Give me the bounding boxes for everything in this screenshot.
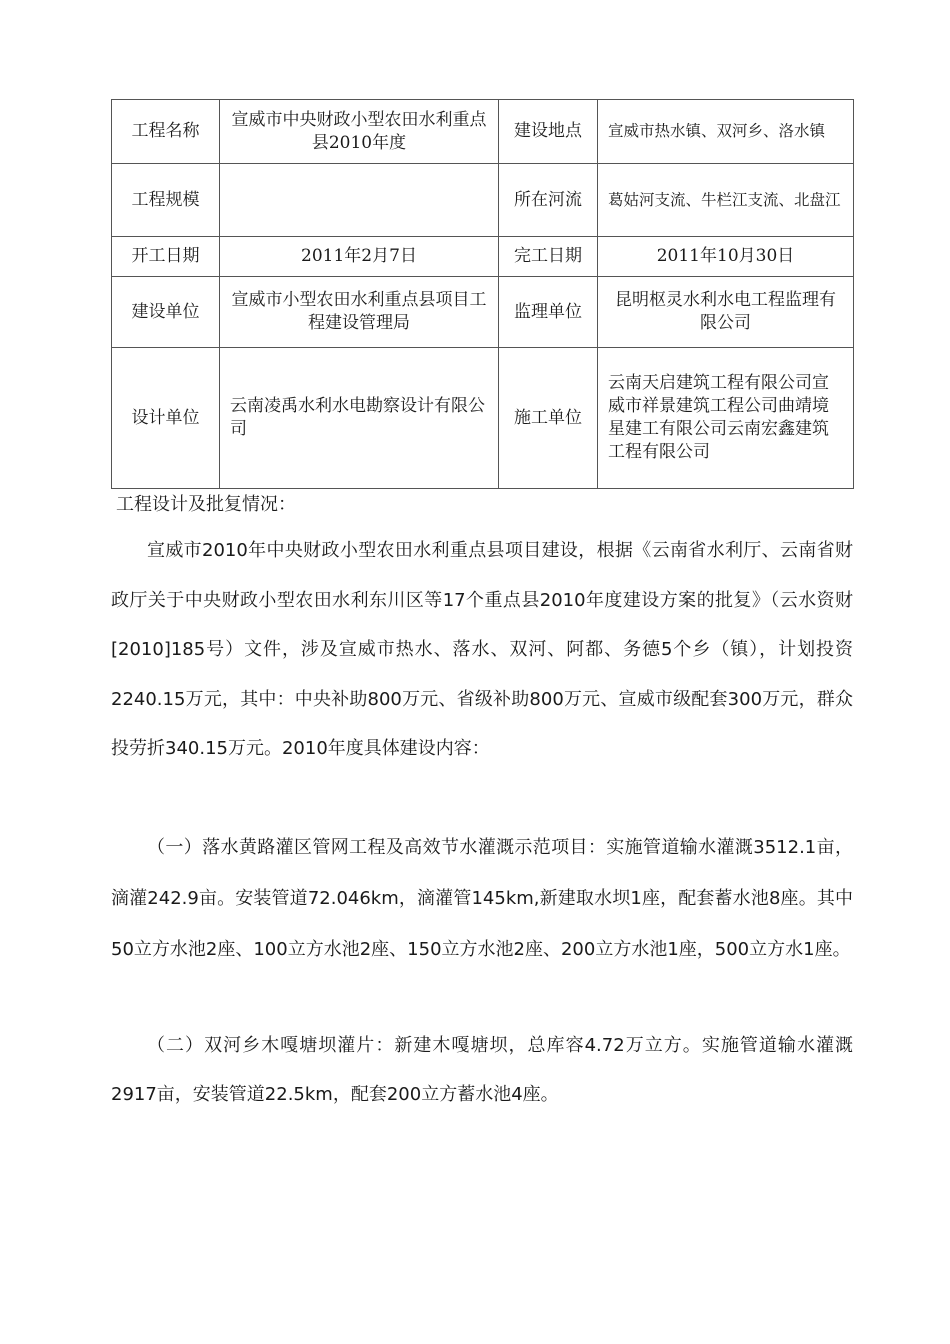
table-value-supervisor: 昆明枢灵水利水电工程监理有限公司 <box>598 277 854 348</box>
body-paragraph-luoshui <box>111 822 853 975</box>
table-label-contractor: 施工单位 <box>499 348 598 489</box>
table-label-start-date: 开工日期 <box>112 237 220 277</box>
table-label-builder: 建设单位 <box>112 277 220 348</box>
table-label-river: 所在河流 <box>499 164 598 237</box>
project-info-table <box>111 99 854 489</box>
table-label-scale: 工程规模 <box>112 164 220 237</box>
table-value-start-date: 2011年2月7日 <box>220 237 499 277</box>
table-label-end-date: 完工日期 <box>499 237 598 277</box>
table-value-project-name: 宣威市中央财政小型农田水利重点县2010年度 <box>220 100 499 164</box>
table-label-location: 建设地点 <box>499 100 598 164</box>
table-row <box>112 348 854 489</box>
table-label-supervisor: 监理单位 <box>499 277 598 348</box>
paragraph-text: （二）双河乡木嘎塘坝灌片：新建木嘎塘坝，总库容4.72万立方。实施管道输水灌溉2917亩，安装管道22.5km，配套200立方蓄水池4座。 <box>111 1035 853 1105</box>
table-label-designer: 设计单位 <box>112 348 220 489</box>
body-paragraph-overview <box>111 526 853 774</box>
table-row <box>112 164 854 237</box>
table-label-project-name: 工程名称 <box>112 100 220 164</box>
table-value-contractor: 云南天启建筑工程有限公司宣威市祥景建筑工程公司曲靖境星建工有限公司云南宏鑫建筑工程有限公司 <box>598 348 854 489</box>
table-row <box>112 237 854 277</box>
table-value-scale <box>220 164 499 237</box>
table-value-river: 葛姑河支流、牛栏江支流、北盘江 <box>598 164 854 237</box>
table-value-location: 宣威市热水镇、双河乡、洛水镇 <box>598 100 854 164</box>
table-value-end-date: 2011年10月30日 <box>598 237 854 277</box>
paragraph-text: 宣威市2010年中央财政小型农田水利重点县项目建设，根据《云南省水利厅、云南省财政厅关于中央财政小型农田水利东川区等17个重点县2010年度建设方案的批复》（云水资财[2010]185号）文件，涉及宣威市热水、落水、双河、阿都、务德5个乡（镇），计划投资2240.15万元，其中：中央补助800万元、省级补助800万元、宣威市级配套300万元，群众投劳折340.15万元。2010年度具体建设内容： <box>111 540 853 759</box>
table-row <box>112 100 854 164</box>
section-heading: 工程设计及批复情况： <box>116 494 296 515</box>
table-row <box>112 277 854 348</box>
paragraph-text: （一）落水黄路灌区管网工程及高效节水灌溉示范项目：实施管道输水灌溉3512.1亩，滴灌242.9亩。安装管道72.046km，滴灌管145km,新建取水坝1座，配套蓄水池8座。其中50立方水池2座、100立方水池2座、150立方水池2座、200立方水池1座，500立方水1座。 <box>111 837 853 960</box>
table-value-builder: 宣威市小型农田水利重点县项目工程建设管理局 <box>220 277 499 348</box>
body-paragraph-shuanghe <box>111 1021 853 1119</box>
table-value-designer: 云南凌禹水利水电勘察设计有限公司 <box>220 348 499 489</box>
